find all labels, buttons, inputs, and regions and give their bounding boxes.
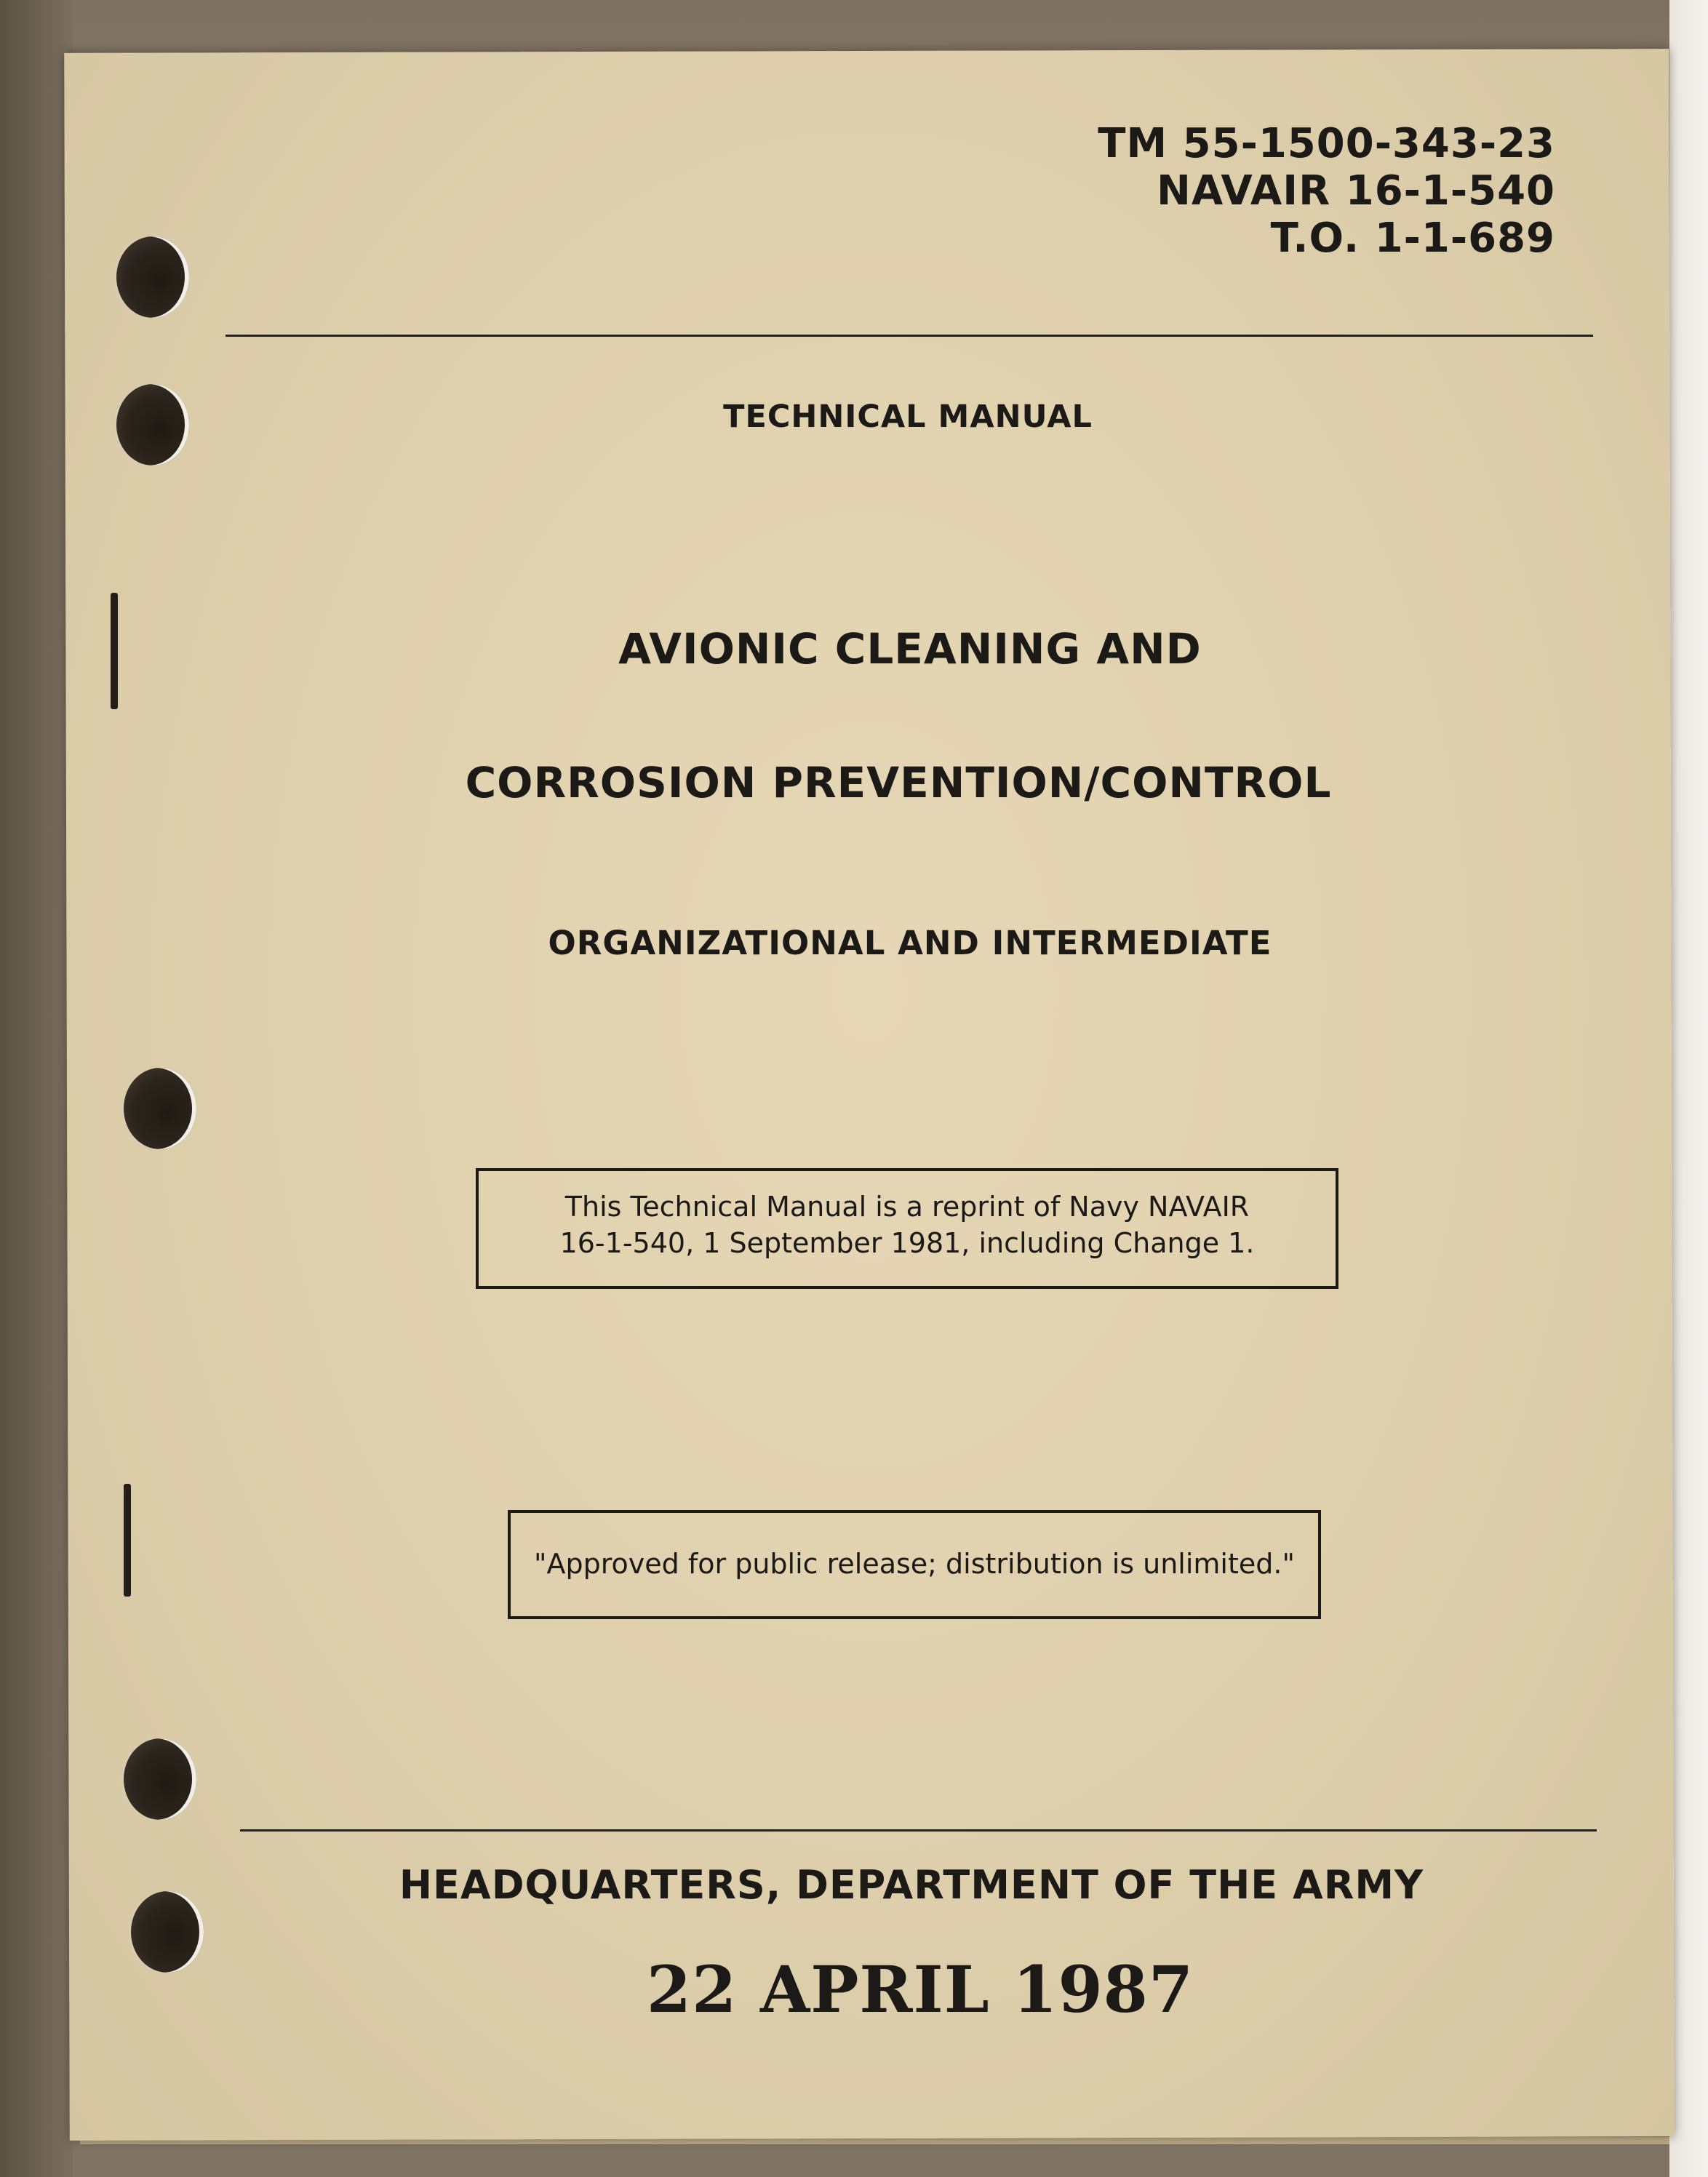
binder-hole-icon: [124, 1068, 196, 1149]
document-id-to: T.O. 1-1-689: [1270, 215, 1555, 262]
header-label: TECHNICAL MANUAL: [723, 399, 1093, 435]
subtitle: ORGANIZATIONAL AND INTERMEDIATE: [548, 924, 1272, 962]
binder-slot-icon: [124, 1484, 131, 1597]
distribution-notice-box: [508, 1510, 1321, 1619]
bottom-divider: [240, 1829, 1597, 1832]
title-line-1: AVIONIC CLEANING AND: [618, 624, 1202, 674]
background-shadow: [0, 0, 73, 2177]
binder-hole-icon: [124, 1738, 196, 1820]
issuer: HEADQUARTERS, DEPARTMENT OF THE ARMY: [399, 1862, 1424, 1908]
document-id-navair: NAVAIR 16-1-540: [1156, 167, 1555, 215]
top-divider: [226, 335, 1593, 337]
background-edge: [1669, 0, 1708, 2177]
issue-date: 22 APRIL 1987: [646, 1952, 1194, 2027]
reprint-notice-line-2: 16-1-540, 1 September 1981, including Change 1.: [559, 1227, 1255, 1259]
distribution-notice-text: "Approved for public release; distribution is unlimited.": [534, 1548, 1295, 1580]
reprint-notice-line-1: This Technical Manual is a reprint of Navy NAVAIR: [564, 1191, 1250, 1223]
binder-hole-icon: [116, 236, 189, 318]
reprint-notice-box: [476, 1168, 1338, 1289]
document-id-tm: TM 55-1500-343-23: [1098, 120, 1555, 167]
title-line-2: CORROSION PREVENTION/CONTROL: [465, 758, 1332, 807]
document-page: [64, 49, 1675, 2141]
